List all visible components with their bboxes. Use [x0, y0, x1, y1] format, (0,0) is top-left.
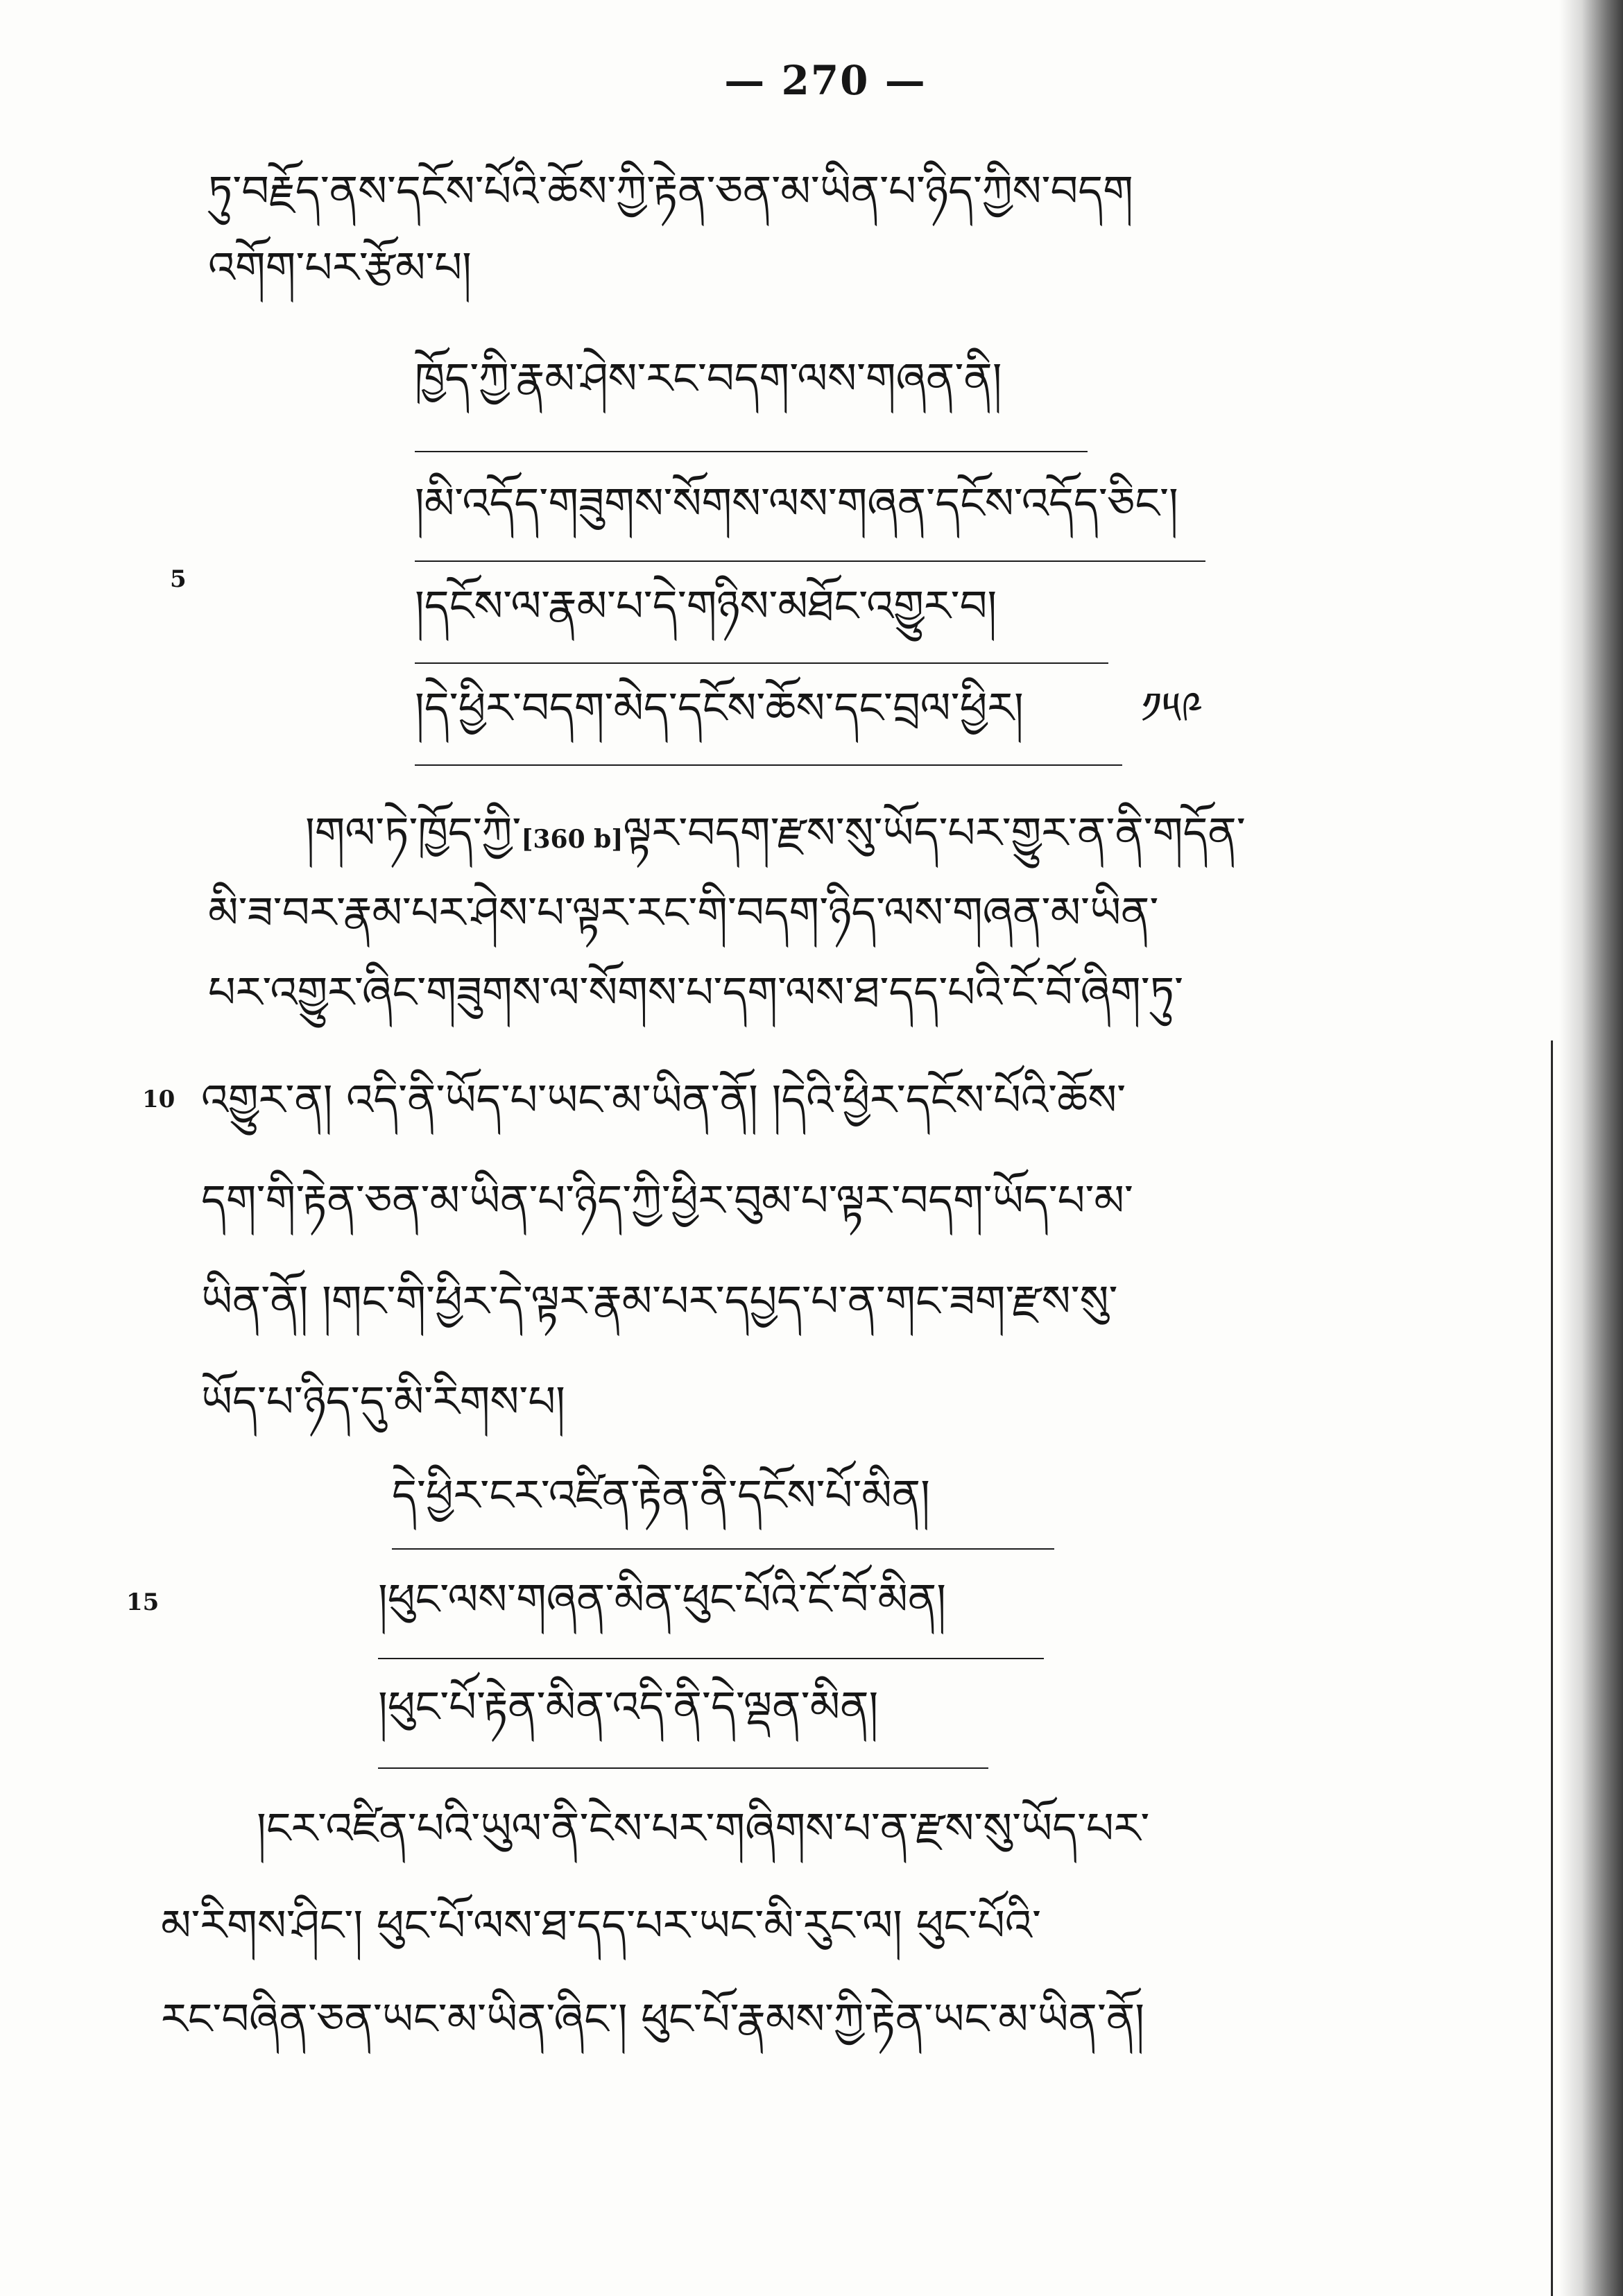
- line-number-5: 5: [170, 565, 187, 593]
- verse1-rule-3: [415, 662, 1108, 664]
- verse1-line-4: །དེ་ཕྱིར་བདག་མེད་དངོས་ཆོས་དང་བྲལ་ཕྱིར།: [415, 683, 1024, 733]
- page-edge-line: [1551, 1040, 1553, 2296]
- paragraph2-line-1-end: ལྟར་བདག་རྫས་སུ་ཡོད་པར་གྱུར་ན་ནི་གདོན་: [623, 807, 1246, 858]
- folio-reference: [360 b]: [521, 825, 624, 854]
- verse1-rule-4: [415, 764, 1122, 766]
- verse1-line-2: །མི་འདོད་གཟུགས་སོགས་ལས་གཞན་དངོས་འདོད་ཅིང་།: [415, 478, 1178, 529]
- paragraph2-line-6: ཡིན་ནོ། །གང་གི་ཕྱིར་དེ་ལྟར་རྣམ་པར་དཔྱད་པ་ན་གང་ཟག་རྫས་སུ་: [201, 1276, 1118, 1326]
- verse2-rule-1: [392, 1548, 1054, 1550]
- page-edge-shadow: [1559, 0, 1623, 2296]
- verse1-rule-1: [415, 451, 1088, 452]
- paragraph3-line-3: རང་བཞིན་ཅན་ཡང་མ་ཡིན་ཞིང་། ཕུང་པོ་རྣམས་ཀྱི་རྟེན་ཡང་མ་ཡིན་ནོ།: [161, 1994, 1144, 2044]
- paragraph2-line-2: མི་ཟ་བར་རྣམ་པར་ཤེས་པ་ལྟར་རང་གི་བདག་ཉིད་ལས་གཞན་མ་ཡིན་: [208, 887, 1159, 938]
- verse2-rule-3: [378, 1767, 988, 1769]
- line-number-10: 10: [142, 1086, 175, 1113]
- paragraph2-line-1-start: །གལ་ཏེ་ཁྱོད་ཀྱི་: [305, 807, 522, 858]
- paragraph2-line-7: ཡོད་པ་ཉིད་དུ་མི་རིགས་པ།: [201, 1376, 565, 1427]
- paragraph3-line-2: མ་རིགས་ཤིང་། ཕུང་པོ་ལས་ཐ་དད་པར་ཡང་མི་རུང་ལ། ཕུང་པོའི་: [161, 1900, 1042, 1951]
- page-number: — 270 —: [724, 57, 927, 104]
- verse1-number: ༡༥༩: [1141, 683, 1203, 733]
- verse2-rule-2: [378, 1658, 1044, 1659]
- paragraph2-line-3: པར་འགྱུར་ཞིང་གཟུགས་ལ་སོགས་པ་དག་ལས་ཐ་དད་པའི་ངོ་བོ་ཞིག་ཏུ་: [208, 967, 1184, 1018]
- verse1-line-1: ཁྱོད་ཀྱི་རྣམ་ཤེས་རང་བདག་ལས་གཞན་ནི།: [415, 353, 1002, 404]
- verse2-line-2: །ཕུང་ལས་གཞན་མིན་ཕུང་པོའི་ངོ་བོ་མིན།: [378, 1574, 946, 1625]
- paragraph1-line-1: ཏུ་བརྗོད་ནས་དངོས་པོའི་ཆོས་ཀྱི་རྟེན་ཅན་མ་ཡིན་པ་ཉིད་ཀྱིས་བདག: [208, 166, 1133, 216]
- paragraph2-line-4: འགྱུར་ན། འདི་ནི་ཡོད་པ་ཡང་མ་ཡིན་ནོ། །དེའི་ཕྱིར་དངོས་པོའི་ཆོས་: [201, 1074, 1126, 1125]
- verse1-rule-2: [415, 560, 1205, 562]
- verse2-line-1: དེ་ཕྱིར་ངར་འཛིན་རྟེན་ནི་དངོས་པོ་མིན།: [392, 1470, 930, 1520]
- paragraph3-line-1: །ངར་འཛིན་པའི་ཡུལ་ནི་ངེས་པར་གཞིགས་པ་ན་རྫས་སུ་ཡོད་པར་: [257, 1803, 1150, 1853]
- paragraph2-line-5: དག་གི་རྟེན་ཅན་མ་ཡིན་པ་ཉིད་ཀྱི་ཕྱིར་བུམ་པ་ལྟར་བདག་ཡོད་པ་མ་: [201, 1175, 1133, 1226]
- verse1-line-3: །དངོས་ལ་རྣམ་པ་དེ་གཉིས་མཐོང་འགྱུར་བ།: [415, 581, 997, 631]
- line-number-15: 15: [126, 1588, 160, 1616]
- paragraph2-line-1: [305, 807, 1246, 858]
- verse2-line-3: །ཕུང་པོ་རྟེན་མིན་འདི་ནི་དེ་ལྡན་མིན།: [378, 1681, 879, 1732]
- paragraph1-line-2: འགོག་པར་རྩོམ་པ།: [208, 242, 472, 293]
